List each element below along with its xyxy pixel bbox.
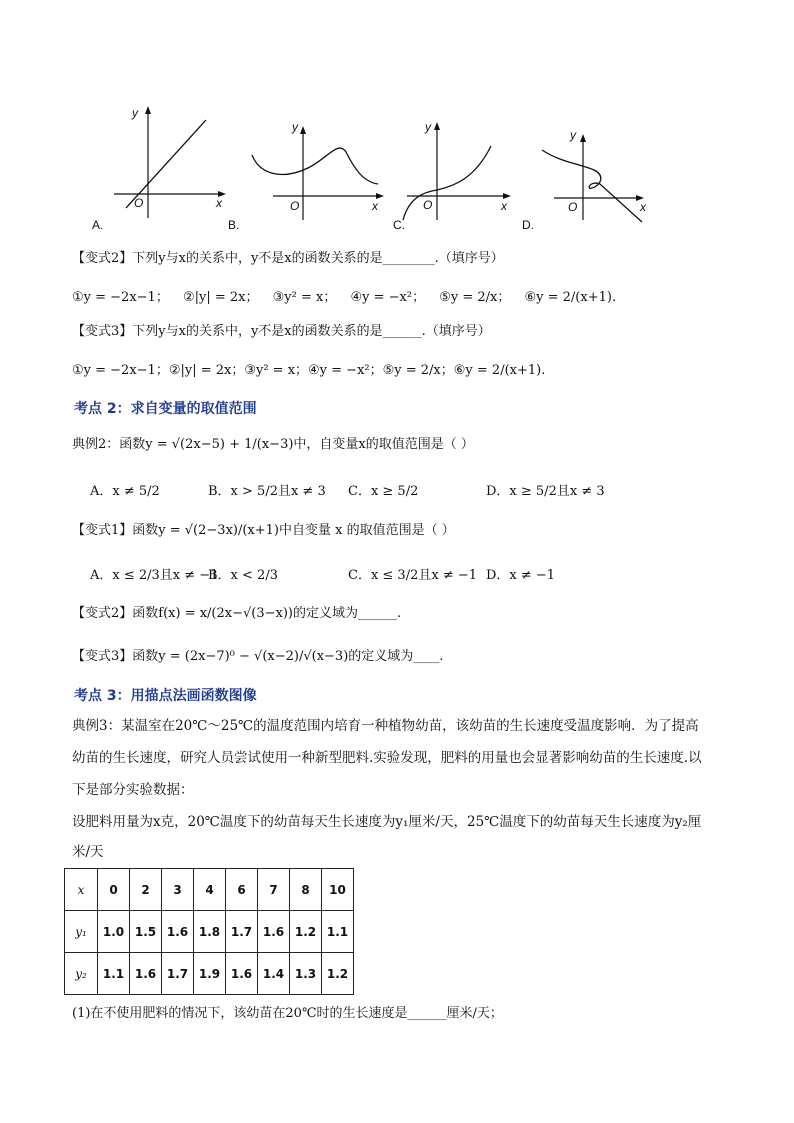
graph-c-x-label: x (501, 199, 507, 213)
table-cell: 10 (322, 869, 354, 911)
graph-a-svg (90, 100, 230, 235)
row-header-y1: y₁ (65, 911, 98, 953)
graph-b-letter: B. (228, 218, 240, 232)
graph-a-x-label: x (216, 196, 222, 210)
table-cell: 0 (98, 869, 130, 911)
table-cell: 1.6 (258, 911, 290, 953)
example-2-option-a: A．x ≠ 5/2 (90, 484, 160, 499)
variant-2-1-question: 【变式1】函数y = √(2−3x)/(x+1)中自变量 x 的取值范围是（ ） (72, 523, 455, 538)
table-cell: 1.1 (322, 911, 354, 953)
example-3-line-2: 幼苗的生长速度，研究人员尝试使用一种新型肥料.实验发现，肥料的用量也会显著影响幼苗的生长速度.以 (72, 750, 702, 766)
table-cell: 4 (194, 869, 226, 911)
table-row-x (65, 869, 354, 911)
table-row-y1 (65, 911, 354, 953)
variant-2-options (72, 286, 616, 305)
table-cell: 1.3 (290, 953, 322, 995)
graph-d (520, 100, 655, 235)
graph-c-origin-label: O (423, 198, 433, 212)
example-2-option-b: B．x > 5/2且x ≠ 3 (208, 484, 326, 499)
variant-2-option-3: ③y² = x； (272, 290, 337, 305)
variant-2-question: 【变式2】下列y与x的关系中，y不是x的函数关系的是________.（填序号） (72, 251, 504, 266)
table-row-y2 (65, 953, 354, 995)
variant-3-options: ①y = −2x−1；②|y| = 2x；③y² = x；④y = −x²；⑤y = 2/x；⑥y = 2/(x+1). (72, 363, 546, 378)
graph-b-svg (228, 100, 388, 235)
graph-a (90, 100, 230, 235)
table-cell: 1.0 (98, 911, 130, 953)
variant-2-3-question: 【变式3】函数y = (2x−7)⁰ − √(x−2)/√(x−3)的定义域为____. (72, 649, 444, 664)
example-3-line-5: 米/天 (72, 844, 104, 860)
table-cell: 7 (258, 869, 290, 911)
graph-a-y-label: y (132, 106, 138, 120)
table-cell: 3 (162, 869, 194, 911)
graph-a-origin-label: O (134, 196, 144, 210)
variant-2-1-option-a: A．x ≤ 2/3且x ≠ −1 (90, 568, 219, 583)
graph-b-origin-label: O (290, 199, 300, 213)
table-cell: 1.9 (194, 953, 226, 995)
variant-2-option-2: ②|y| = 2x； (182, 290, 259, 305)
graph-c-y-label: y (425, 120, 431, 134)
graph-b (228, 100, 388, 235)
graph-c-svg (395, 100, 525, 235)
example-3-line-4: 设肥料用量为x克，20℃温度下的幼苗每天生长速度为y₁厘米/天，25℃温度下的幼苗每天生长速度为y₂厘 (72, 814, 702, 830)
table-cell: 1.7 (162, 953, 194, 995)
table-cell: 2 (130, 869, 162, 911)
variant-2-1-option-d: D．x ≠ −1 (486, 568, 556, 583)
variant-3-question: 【变式3】下列y与x的关系中，y不是x的函数关系的是______.（填序号） (72, 324, 491, 339)
example-2-option-d: D．x ≥ 5/2且x ≠ 3 (486, 484, 605, 499)
row-header-x: x (65, 869, 98, 911)
variant-2-option-6: ⑥y = 2/(x+1). (524, 290, 617, 305)
section-3-heading: 考点 3：用描点法画函数图像 (74, 688, 257, 704)
section-2-heading: 考点 2：求自变量的取值范围 (74, 401, 257, 417)
graph-d-letter: D. (522, 218, 534, 232)
table-cell: 1.1 (98, 953, 130, 995)
example-3-line-1: 典例3：某温室在20℃～25℃的温度范围内培育一种植物幼苗，该幼苗的生长速度受温度影响．为了提高 (72, 718, 699, 734)
graph-c (395, 100, 525, 235)
table-cell: 1.4 (258, 953, 290, 995)
table-cell: 1.2 (290, 911, 322, 953)
graph-c-letter: C. (393, 218, 405, 232)
table-cell: 8 (290, 869, 322, 911)
question-1: (1)在不使用肥料的情况下，该幼苗在20℃时的生长速度是______厘米/天； (72, 1006, 503, 1021)
variant-2-option-5: ⑤y = 2/x； (439, 290, 511, 305)
graph-d-x-label: x (640, 200, 646, 214)
variant-2-1-option-b: B．x < 2/3 (208, 568, 278, 583)
table-cell: 1.6 (162, 911, 194, 953)
example-2-question: 典例2：函数y = √(2x−5) + 1/(x−3)中，自变量x的取值范围是（ ） (72, 437, 474, 452)
table-cell: 1.2 (322, 953, 354, 995)
table-cell: 1.8 (194, 911, 226, 953)
graph-d-origin-label: O (568, 200, 578, 214)
table-cell: 1.5 (130, 911, 162, 953)
table-cell: 1.6 (226, 953, 258, 995)
example-2-option-c: C．x ≥ 5/2 (348, 484, 419, 499)
graph-d-svg (520, 100, 655, 235)
variant-2-2-question: 【变式2】函数f(x) = x/(2x−√(3−x))的定义域为______. (72, 606, 402, 621)
variant-2-option-1: ①y = −2x−1； (72, 290, 169, 305)
graph-b-x-label: x (372, 199, 378, 213)
variant-2-option-4: ④y = −x²； (350, 290, 426, 305)
variant-2-1-option-c: C．x ≤ 3/2且x ≠ −1 (348, 568, 478, 583)
row-header-y2: y₂ (65, 953, 98, 995)
example-3-line-3: 下是部分实验数据： (72, 782, 194, 798)
table-cell: 1.6 (130, 953, 162, 995)
graph-a-letter: A. (92, 218, 104, 232)
experiment-data-table (64, 868, 354, 995)
graph-b-y-label: y (292, 120, 298, 134)
graph-d-y-label: y (570, 128, 576, 142)
table-cell: 1.7 (226, 911, 258, 953)
table-cell: 6 (226, 869, 258, 911)
